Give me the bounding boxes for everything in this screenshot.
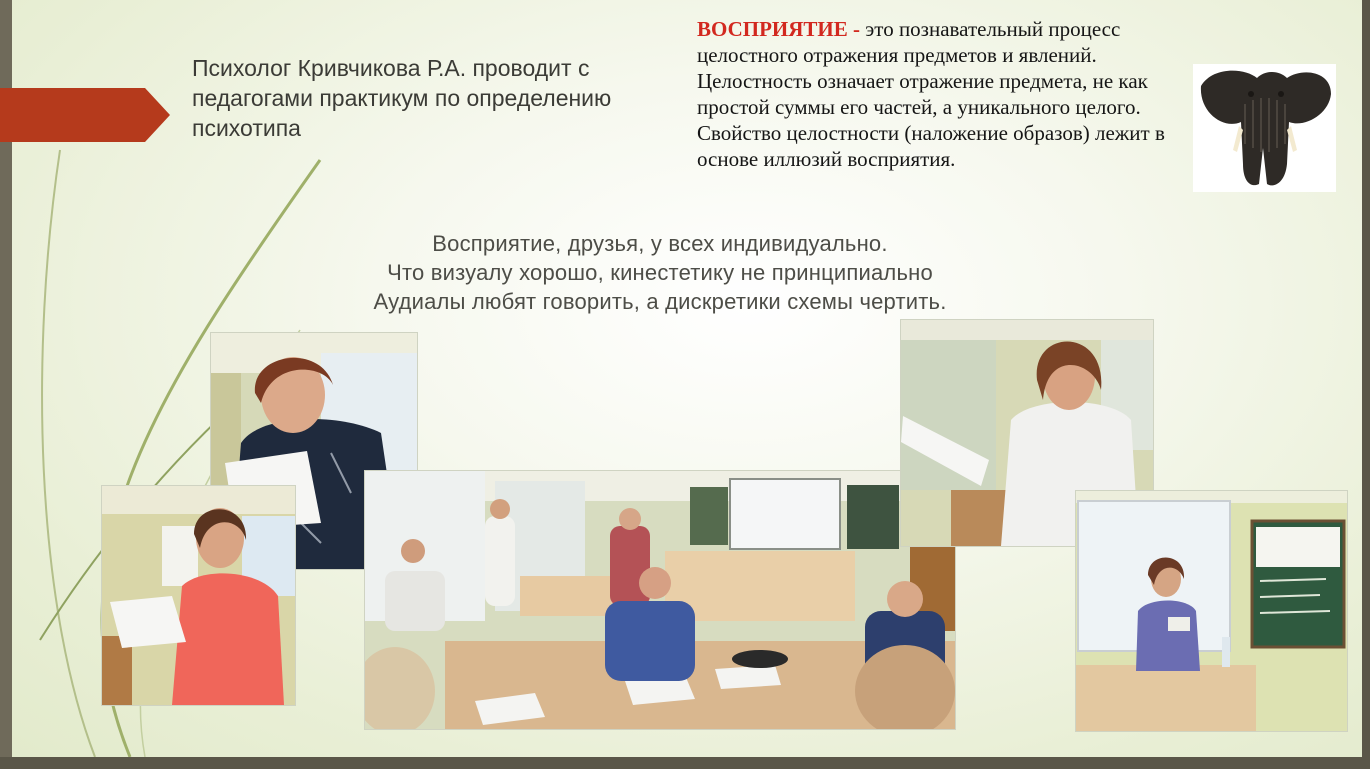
definition-text: это познавательный процесс целостного отражения предметов и явлений. Целостность означает отражение предмета, не как простой суммы его частей, а уникального целого. (697, 17, 1148, 119)
definition-dash: - (847, 17, 866, 41)
woman-in-pink-speaking-photo (101, 485, 296, 706)
poem (250, 229, 1070, 316)
poem-line-1: Восприятие, друзья, у всех индивидуально. (432, 231, 888, 256)
woman-at-whiteboard-photo (1075, 490, 1348, 732)
elephant-illusion-picture (1193, 64, 1336, 192)
definition-text-2: Свойство целостности (наложение образов) лежит в основе иллюзий восприятия. (697, 121, 1165, 171)
intro-text: Психолог Кривчикова Р.А. проводит с педагогами практикум по определению психотипа (192, 55, 612, 141)
poem-line-3: Аудиалы любят говорить, а дискретики схемы чертить. (373, 289, 947, 314)
definition-term: ВОСПРИЯТИЕ (697, 17, 848, 41)
poem-line-2: Что визуалу хорошо, кинестетику не принципиально (387, 260, 933, 285)
classroom-workshop-photo (364, 470, 956, 730)
definition-block (697, 16, 1187, 172)
accent-arrow-shape (0, 88, 170, 142)
